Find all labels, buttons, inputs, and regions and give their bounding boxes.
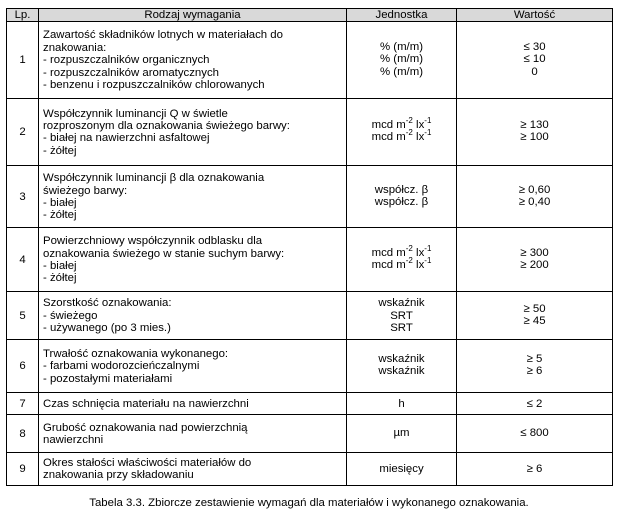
requirement-text: - używanego (po 3 mies.) bbox=[43, 322, 171, 335]
unit-cell bbox=[347, 340, 457, 393]
row-number: 3 bbox=[7, 166, 39, 228]
table-row bbox=[7, 99, 613, 166]
table-row bbox=[7, 453, 613, 486]
unit-text: % (m/m) bbox=[379, 53, 424, 66]
unit-cell bbox=[347, 453, 457, 486]
value-text: ≥ 300 bbox=[520, 246, 549, 259]
row-number: 8 bbox=[7, 415, 39, 453]
table-caption: Tabela 3.3. Zbiorcze zestawienie wymagań dla materiałów i wykonanego oznakowania. bbox=[89, 497, 529, 509]
unit-text: miesięcy bbox=[379, 463, 424, 476]
unit-text: wskaźnik bbox=[378, 297, 425, 310]
table-row bbox=[7, 22, 613, 99]
table-row bbox=[7, 340, 613, 393]
requirement-text: - rozpuszczalników organicznych bbox=[43, 54, 210, 67]
row-number: 4 bbox=[7, 228, 39, 292]
requirement-cell bbox=[39, 415, 347, 453]
value-text: ≥ 0,40 bbox=[518, 195, 551, 208]
row-number: 9 bbox=[7, 453, 39, 486]
requirement-text: Czas schnięcia materiału na nawierzchni bbox=[43, 397, 249, 410]
requirement-text: - żółtej bbox=[43, 144, 77, 157]
table-row bbox=[7, 228, 613, 292]
value-text: ≥ 100 bbox=[520, 131, 549, 144]
unit-cell bbox=[347, 166, 457, 228]
value-text: ≥ 50 bbox=[523, 302, 546, 315]
requirement-text: - rozpuszczalników aromatycznych bbox=[43, 66, 219, 79]
value-text: ≥ 6 bbox=[526, 365, 543, 378]
unit-text: SRT bbox=[390, 322, 413, 335]
unit-cell bbox=[347, 228, 457, 292]
requirement-text: nawierzchni bbox=[43, 433, 104, 446]
unit-cell bbox=[347, 99, 457, 166]
requirement-text: - białej na nawierzchni asfaltowej bbox=[43, 132, 210, 145]
value-cell bbox=[457, 340, 613, 393]
unit-text: µm bbox=[393, 426, 410, 439]
value-cell bbox=[457, 393, 613, 415]
unit-text: SRT bbox=[390, 309, 413, 322]
value-text: 0 bbox=[531, 65, 538, 78]
value-text: ≤ 800 bbox=[520, 426, 549, 439]
header-unit: Jednostka bbox=[347, 9, 457, 22]
requirement-text: - farbami wodorozcieńczalnymi bbox=[43, 360, 200, 373]
table-row bbox=[7, 166, 613, 228]
requirement-text: Grubość oznakowania nad powierzchnią bbox=[43, 421, 248, 434]
unit-cell bbox=[347, 393, 457, 415]
table-row bbox=[7, 415, 613, 453]
value-cell bbox=[457, 292, 613, 340]
requirement-text: znakowania przy składowaniu bbox=[43, 469, 194, 482]
requirement-text: Trwałość oznakowania wykonanego: bbox=[43, 347, 229, 360]
row-number: 7 bbox=[7, 393, 39, 415]
unit-cell bbox=[347, 22, 457, 99]
table-row bbox=[7, 292, 613, 340]
unit-text: mcd $m^{-2}$ $lx^{-1}$ bbox=[371, 243, 432, 259]
value-text: ≤ 10 bbox=[523, 53, 546, 66]
unit-text: mcd $m^{-2}$ $lx^{-1}$ bbox=[371, 116, 432, 131]
unit-text: mcd $m^{-2}$ $lx^{-1}$ bbox=[371, 256, 432, 271]
requirement-text: rozproszonym dla oznakowania świeżego barwy: bbox=[43, 120, 290, 132]
value-text: ≥ 6 bbox=[526, 463, 543, 476]
row-number: 1 bbox=[7, 22, 39, 99]
requirement-cell bbox=[39, 340, 347, 393]
header-lp: Lp. bbox=[7, 9, 39, 22]
unit-text: wskaźnik bbox=[378, 365, 425, 378]
unit-text: h bbox=[398, 397, 405, 410]
requirement-text: - świeżego bbox=[43, 309, 98, 322]
requirement-text: oznakowania świeżego w stanie suchym barwy: bbox=[43, 247, 285, 260]
unit-text: współcz. β bbox=[374, 183, 429, 196]
requirement-cell bbox=[39, 292, 347, 340]
value-cell bbox=[457, 99, 613, 166]
value-cell bbox=[457, 166, 613, 228]
requirement-text: znakowania: bbox=[43, 41, 107, 54]
requirement-cell bbox=[39, 166, 347, 228]
requirement-text: świeżego barwy: bbox=[43, 184, 128, 197]
requirement-cell bbox=[39, 393, 347, 415]
value-text: ≥ 130 bbox=[520, 119, 549, 131]
table-header-row bbox=[7, 9, 613, 22]
requirement-cell bbox=[39, 453, 347, 486]
requirement-text: Okres stałości właściwości materiałów do bbox=[43, 457, 252, 469]
row-number: 5 bbox=[7, 292, 39, 340]
row-number: 2 bbox=[7, 99, 39, 166]
unit-text: wskaźnik bbox=[378, 353, 425, 365]
unit-text: % (m/m) bbox=[379, 65, 424, 78]
value-text: ≥ 45 bbox=[523, 314, 546, 327]
table-row bbox=[7, 393, 613, 415]
requirement-text: - białej bbox=[43, 259, 77, 272]
value-text: ≥ 200 bbox=[520, 258, 549, 271]
requirement-text: Powierzchniowy współczynnik odblasku dla bbox=[43, 235, 263, 248]
requirement-text: - żółtej bbox=[43, 272, 77, 285]
requirement-text: - białej bbox=[43, 196, 77, 209]
requirement-cell bbox=[39, 99, 347, 166]
requirement-cell bbox=[39, 228, 347, 292]
unit-cell bbox=[347, 415, 457, 453]
row-number: 6 bbox=[7, 340, 39, 393]
header-requirement: Rodzaj wymagania bbox=[39, 9, 347, 22]
header-value: Wartość bbox=[457, 9, 613, 22]
unit-text: mcd $m^{-2}$ $lx^{-1}$ bbox=[371, 128, 432, 144]
requirement-text: Zawartość składników lotnych w materiałach do bbox=[43, 29, 283, 42]
value-text: ≤ 30 bbox=[523, 40, 546, 53]
value-text: ≥ 0,60 bbox=[518, 183, 551, 196]
unit-cell bbox=[347, 292, 457, 340]
value-text: ≥ 5 bbox=[526, 353, 543, 365]
unit-text: współcz. β bbox=[374, 195, 429, 208]
value-cell bbox=[457, 22, 613, 99]
requirement-text: Szorstkość oznakowania: bbox=[43, 297, 172, 310]
requirement-cell bbox=[39, 22, 347, 99]
unit-text: % (m/m) bbox=[379, 40, 424, 53]
requirement-text: Współczynnik luminancji Q w świetle bbox=[43, 107, 228, 120]
requirement-text: - pozostałymi materiałami bbox=[43, 372, 173, 385]
value-cell bbox=[457, 228, 613, 292]
requirements-table bbox=[6, 8, 613, 486]
value-cell bbox=[457, 453, 613, 486]
requirement-text: - benzenu i rozpuszczalników chlorowanych bbox=[43, 79, 265, 92]
value-cell bbox=[457, 415, 613, 453]
value-text: ≤ 2 bbox=[526, 397, 543, 410]
requirement-text: Współczynnik luminancji β dla oznakowania bbox=[43, 172, 265, 185]
requirement-text: - żółtej bbox=[43, 209, 77, 222]
